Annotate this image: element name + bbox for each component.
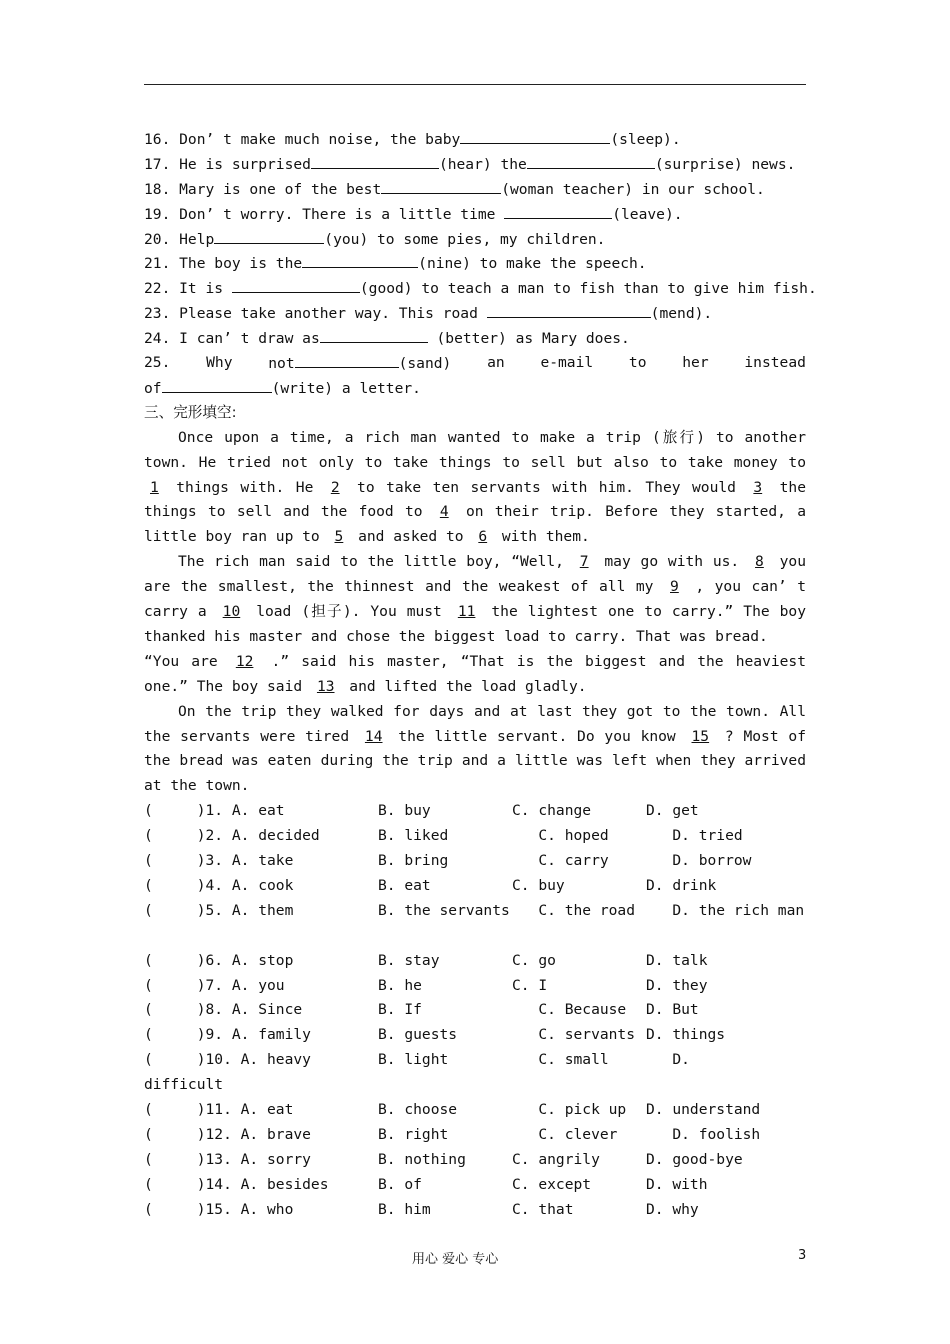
option-question: ( )14. A. besides (144, 1175, 329, 1193)
option-d[interactable]: D. understand (646, 1100, 761, 1118)
passage-paragraph-4 (144, 700, 806, 800)
option-c[interactable]: C. go (512, 951, 556, 969)
option-b[interactable] (378, 1073, 512, 1098)
option-question: ( )12. A. brave (144, 1125, 311, 1143)
option-c[interactable]: C. angrily (512, 1150, 600, 1168)
option-b[interactable]: B. the servants (378, 901, 510, 919)
option-b[interactable]: B. buy (378, 802, 431, 820)
item-25-word: not (sand) (268, 351, 451, 376)
option-c[interactable]: C. small (512, 1051, 609, 1069)
footer-motto: 用心 爱心 专心 (412, 1252, 499, 1267)
option-c[interactable] (512, 1073, 646, 1098)
options-spacer (144, 924, 806, 949)
option-d[interactable]: D. they (646, 976, 708, 994)
option-row (144, 1173, 806, 1198)
passage-text: with them. (493, 528, 590, 546)
option-row (144, 1123, 806, 1148)
option-question: ( )13. A. sorry (144, 1150, 311, 1168)
fill-in-item: 17. He is surprised (hear) the (surprise) news. (144, 152, 806, 177)
option-c[interactable]: C. hoped (512, 827, 609, 845)
cloze-blank-13[interactable]: 13 (316, 677, 335, 695)
passage-text: The rich man said to the little boy, “Well, (178, 553, 574, 571)
passage-text: , you can’ t carry a (144, 578, 806, 621)
item-25-line-2: of (write) a letter. (144, 376, 806, 401)
option-d[interactable]: D. borrow (646, 852, 752, 870)
option-b[interactable]: B. light (378, 1051, 449, 1069)
option-b[interactable]: B. choose (378, 1100, 458, 1118)
option-question: ( )3. A. take (144, 852, 294, 870)
option-question: ( )11. A. eat (144, 1100, 294, 1118)
passage-text: the things to sell and the food to (144, 478, 806, 521)
cloze-blank-14[interactable]: 14 (364, 727, 383, 745)
option-row (144, 1098, 806, 1123)
fill-in-item: 23. Please take another way. This road (mend). (144, 301, 806, 326)
option-d[interactable]: D. talk (646, 951, 708, 969)
passage-text: things with. He (164, 478, 325, 496)
item-25-word: Why (206, 354, 233, 372)
cloze-blank-11[interactable]: 11 (457, 603, 476, 621)
passage-text: .” said his master, “That is the biggest and the heaviest one.” The boy said (144, 652, 806, 695)
option-b[interactable]: B. bring (378, 852, 449, 870)
item-25-word: her (682, 354, 709, 372)
header-rule (144, 84, 806, 85)
passage-paragraph-2 (144, 550, 806, 650)
option-c[interactable]: C. that (512, 1200, 574, 1218)
fill-in-item: 22. It is (good) to teach a man to fish than to give him fish. (144, 276, 806, 301)
passage-text: “You are (144, 652, 230, 670)
passage-text: on their trip. Before they started, a little boy ran up to (144, 503, 807, 546)
option-row (144, 874, 806, 899)
option-question: ( )8. A. Since (144, 1001, 303, 1019)
option-b[interactable]: B. of (378, 1175, 422, 1193)
worksheet-content (144, 127, 817, 1222)
cloze-blank-5[interactable]: 5 (334, 528, 344, 546)
option-b[interactable]: B. right (378, 1125, 449, 1143)
answer-blank[interactable] (320, 326, 428, 343)
cloze-blank-2[interactable]: 2 (330, 478, 340, 496)
passage-paragraph-3 (144, 650, 806, 700)
option-question: ( )2. A. decided (144, 827, 320, 845)
option-question: difficult (144, 1076, 224, 1094)
option-d[interactable]: D. with (646, 1175, 708, 1193)
option-b[interactable]: B. nothing (378, 1150, 466, 1168)
passage-text: to take ten servants with him. They would (345, 478, 748, 496)
cloze-blank-3[interactable]: 3 (753, 478, 763, 496)
option-c[interactable]: C. change (512, 802, 592, 820)
option-b[interactable]: B. he (378, 976, 422, 994)
passage-text: load (担子). You must (246, 603, 452, 621)
answer-blank[interactable] (162, 376, 272, 393)
cloze-blank-9[interactable]: 9 (670, 578, 679, 596)
passage-text: the little servant. Do you know (388, 727, 686, 745)
item-25-word: e-mail (540, 354, 594, 372)
option-d[interactable]: D. good-bye (646, 1150, 743, 1168)
option-b[interactable]: B. guests (378, 1026, 458, 1044)
option-question: ( )6. A. stop (144, 951, 294, 969)
option-b[interactable]: B. eat (378, 876, 431, 894)
cloze-blank-8[interactable]: 8 (755, 553, 764, 571)
cloze-blank-7[interactable]: 7 (579, 553, 589, 571)
option-row (144, 899, 806, 924)
page-number: 3 (798, 1248, 807, 1263)
option-d[interactable]: D. But (646, 1001, 699, 1019)
option-c[interactable]: C. carry (512, 852, 609, 870)
option-c[interactable]: C. I (512, 976, 548, 994)
item-25-line-1 (144, 351, 806, 376)
option-d[interactable]: D. foolish (646, 1125, 761, 1143)
passage-text: ? Most of the bread was eaten during the trip and a little was left when they arrived at the town. (144, 727, 806, 795)
option-c[interactable]: C. Because (512, 1001, 627, 1019)
option-question: ( )5. A. them (144, 901, 294, 919)
option-b[interactable]: B. stay (378, 951, 440, 969)
fill-in-list (144, 127, 817, 351)
option-question: ( )10. A. heavy (144, 1051, 311, 1069)
cloze-blank-10[interactable]: 10 (222, 603, 241, 621)
option-c[interactable]: C. pick up (512, 1100, 627, 1118)
passage-text: you are the smallest, the thinnest and the weakest of all my (144, 553, 806, 596)
option-d[interactable]: D. (646, 1051, 690, 1069)
option-row (144, 949, 806, 974)
cloze-blank-15[interactable]: 15 (691, 727, 710, 745)
cloze-blank-4[interactable]: 4 (439, 503, 449, 521)
option-row (144, 1148, 806, 1173)
option-c[interactable]: C. clever (512, 1125, 618, 1143)
option-c[interactable]: C. except (512, 1175, 592, 1193)
answer-blank[interactable] (302, 251, 418, 268)
passage-text: Once upon a time, a rich man wanted to make a trip (旅行) to another town. He tried not only to take things to sell but also to take money to (144, 428, 806, 471)
option-row (144, 824, 806, 849)
option-c[interactable]: C. servants (512, 1026, 636, 1044)
passage-text: and asked to (349, 528, 473, 546)
option-row (144, 974, 806, 999)
passage-text: may go with us. (594, 553, 750, 571)
fill-in-item: 16. Don’ t make much noise, the baby (sleep). (144, 127, 806, 152)
option-question: ( )15. A. who (144, 1200, 294, 1218)
answer-blank[interactable] (460, 127, 610, 144)
passage-text: and lifted the load gladly. (340, 677, 587, 695)
option-row (144, 1198, 806, 1223)
option-d[interactable]: D. the rich man (646, 901, 805, 919)
item-25-word: to (628, 354, 647, 372)
option-question: ( )4. A. cook (144, 876, 294, 894)
fill-in-item: 24. I can’ t draw as (better) as Mary does. (144, 326, 806, 351)
option-c[interactable]: C. the road (512, 901, 636, 919)
answer-blank[interactable] (214, 227, 324, 244)
section-3-title: 三、完形填空: (144, 403, 237, 421)
fill-in-item: 20. Help (you) to some pies, my children. (144, 227, 806, 252)
fill-in-item: 21. The boy is the (nine) to make the speech. (144, 251, 806, 276)
option-c[interactable]: C. buy (512, 876, 565, 894)
option-d[interactable]: D. why (646, 1200, 699, 1218)
option-d[interactable]: D. get (646, 802, 699, 820)
option-b[interactable]: B. If (378, 1001, 422, 1019)
answer-blank[interactable] (487, 301, 651, 318)
item-25-word: 25. (144, 354, 171, 372)
option-question: ( )7. A. you (144, 976, 285, 994)
answer-blank[interactable] (527, 152, 655, 169)
option-row (144, 1073, 806, 1098)
option-b[interactable]: B. liked (378, 827, 449, 845)
option-question: ( )1. A. eat (144, 802, 285, 820)
item-25-word: an (487, 354, 505, 372)
cloze-blank-1[interactable]: 1 (150, 478, 159, 496)
option-b[interactable]: B. him (378, 1200, 431, 1218)
option-row (144, 1023, 806, 1048)
option-d[interactable]: D. things (646, 1026, 726, 1044)
option-question: ( )9. A. family (144, 1026, 311, 1044)
answer-blank[interactable] (381, 177, 501, 194)
passage-paragraph-1 (144, 426, 806, 551)
answer-blank[interactable] (295, 351, 399, 368)
option-d[interactable]: D. tried (646, 827, 743, 845)
option-row (144, 998, 806, 1023)
answer-blank[interactable] (311, 152, 439, 169)
passage-text: the lightest one to carry.” The boy thanked his master and chose the biggest load to carry. That was bread. (144, 603, 806, 645)
passage-text: On the trip they walked for days and at last they got to the town. All the servants were tired (144, 702, 806, 745)
option-row (144, 799, 806, 824)
item-25-word: instead (744, 354, 806, 372)
option-d[interactable] (646, 1073, 806, 1098)
cloze-blank-12[interactable]: 12 (235, 652, 254, 670)
option-d[interactable]: D. drink (646, 876, 717, 894)
answer-blank[interactable] (232, 276, 360, 293)
fill-in-item: 19. Don’ t worry. There is a little time (leave). (144, 202, 806, 227)
fill-in-item: 18. Mary is one of the best (woman teacher) in our school. (144, 177, 806, 202)
cloze-blank-6[interactable]: 6 (478, 528, 488, 546)
option-row (144, 1048, 806, 1073)
options-list (144, 799, 806, 1222)
answer-blank[interactable] (504, 202, 612, 219)
option-row (144, 849, 806, 874)
